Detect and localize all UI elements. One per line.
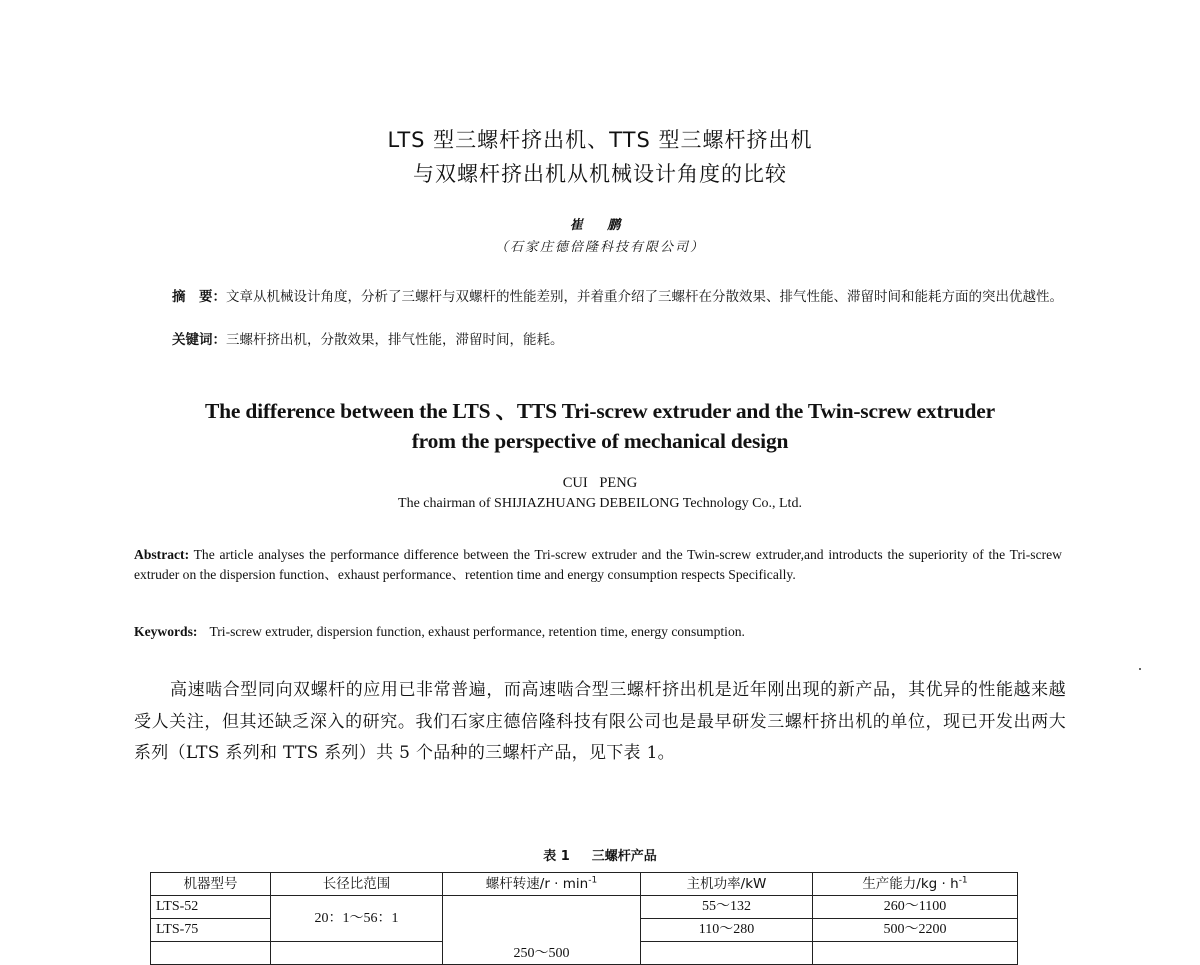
chinese-keywords-label: 关键词： bbox=[172, 332, 226, 348]
header-model: 机器型号 bbox=[151, 873, 271, 896]
cell-empty bbox=[271, 942, 443, 965]
header-ld-ratio: 长径比范围 bbox=[271, 873, 443, 896]
chinese-title-line-1: LTS 型三螺杆挤出机、TTS 型三螺杆挤出机 bbox=[387, 128, 813, 152]
chinese-abstract bbox=[134, 287, 1064, 307]
chinese-keywords-text: 三螺杆挤出机，分散效果，排气性能，滞留时间，能耗。 bbox=[226, 332, 564, 348]
chinese-keywords bbox=[134, 330, 1064, 350]
table-caption bbox=[0, 845, 1200, 864]
body-paragraph: 高速啮合型同向双螺杆的应用已非常普遍，而高速啮合型三螺杆挤出机是近年刚出现的新产品，其优异的性能越来越受人关注，但其还缺乏深入的研究。我们石家庄德倍隆科技有限公司也是最早研发三螺杆挤出机的单位，现已开发出两大系列（LTS 系列和 TTS 系列）共 5 个品种的三螺杆产品，见下表 1。 bbox=[134, 680, 1066, 763]
chinese-abstract-label: 摘 要： bbox=[172, 289, 226, 305]
cell-power: 55～132 bbox=[641, 896, 813, 919]
english-title-line-2: from the perspective of mechanical design bbox=[411, 429, 789, 453]
english-keywords-label: Keywords: bbox=[134, 624, 198, 639]
chinese-abstract-text: 文章从机械设计角度，分析了三螺杆与双螺杆的性能差别，并着重介绍了三螺杆在分散效果、排气性能、滞留时间和能耗方面的突出优越性。 bbox=[226, 289, 1063, 305]
english-abstract-text: The article analyses the performance difference between the Tri-screw extruder and the Twin-screw extruder,and introducts the superiority of the Tri-screw extruder on the dispersion function、exhaust performance、retention time and energy consumption respects Specifically. bbox=[134, 547, 1062, 582]
chinese-author: 崔 鹏 bbox=[569, 218, 631, 233]
header-speed: 螺杆转速$/r \cdot \min^{-1}$ bbox=[443, 873, 641, 896]
english-author: CUI PENG bbox=[562, 475, 638, 491]
table-caption-number: 表 1 bbox=[543, 849, 570, 864]
english-keywords bbox=[134, 622, 1062, 642]
cell-empty bbox=[641, 942, 813, 965]
chinese-title-line-2: 与双螺杆挤出机从机械设计角度的比较 bbox=[413, 162, 787, 186]
english-keywords-text: Tri-screw extruder, dispersion function, exhaust performance, retention time, energy consumption. bbox=[209, 624, 745, 639]
english-affiliation: The chairman of SHIJIAZHUANG DEBEILONG Technology Co., Ltd. bbox=[398, 496, 802, 511]
cell-capacity: 260～1100 bbox=[813, 896, 1018, 919]
english-abstract-label: Abstract: bbox=[134, 547, 190, 562]
chinese-affiliation: （石家庄德倍隆科技有限公司） bbox=[494, 240, 705, 255]
cell-empty bbox=[151, 942, 271, 965]
english-title-line-1: The difference between the LTS 、TTS Tri-screw extruder and the Twin-screw extruder bbox=[205, 399, 995, 423]
cell-model: LTS-52 bbox=[151, 896, 271, 919]
table-caption-title: 三螺杆产品 bbox=[591, 849, 657, 864]
cell-capacity: 500～2200 bbox=[813, 919, 1018, 942]
header-capacity: 生产能力$/kg \cdot h^{-1}$ bbox=[813, 873, 1018, 896]
cell-empty bbox=[813, 942, 1018, 965]
products-table bbox=[150, 872, 1018, 965]
cell-speed: 250～500 bbox=[443, 896, 641, 965]
cell-model: LTS-75 bbox=[151, 919, 271, 942]
table-header-row bbox=[151, 873, 1018, 896]
cell-power: 110～280 bbox=[641, 919, 813, 942]
english-abstract bbox=[134, 545, 1062, 584]
scan-speck bbox=[1139, 668, 1141, 670]
table-row bbox=[151, 896, 1018, 919]
cell-ld-ratio: 20：1～56：1 bbox=[271, 896, 443, 942]
header-power: 主机功率/kW bbox=[641, 873, 813, 896]
